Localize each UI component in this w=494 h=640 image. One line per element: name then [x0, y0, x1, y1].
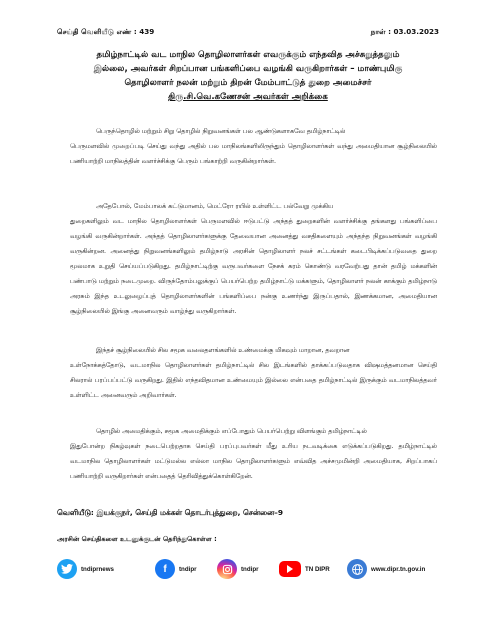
paragraph-3-first-line: இந்தச் சூழ்நிலையில் சில சமூக வலைதளங்களில் உண்மைக்கு மிகவும் மாறான, தவறான	[96, 346, 350, 354]
social-label-instagram: tndipr	[241, 565, 259, 573]
social-link-youtube[interactable]	[279, 557, 330, 581]
paragraph-2-body: துறைகளிலும் வட மாநில தொழிலாளர்கள் பெருமளவில் ஈடுபட்டு அந்தத் துறைகளின் வளர்ச்சிக்கு தங்களது பங்களிப்பை வழங்கி வருகின்றார்கள். அந்தத் தொழிலாளர்களுக்கு தேவையான அனைத்து வசதிகளையும் அந்தந்த நிறுவனங்கள் வழங்கி வருகின்றன. அனைத்து நிறுவனங்களிலும் தமிழ்நாடு அரசின் தொழிலாளர் நலச் சட்டங்கள் கடைபிடிக்கப்படுவதை துறை மூலமாக உறுதி செய்யப்படுகிறது. தமிழ்நாட்டிற்கு வருபவர்களை நேசக் கரம் கொண்டு வரவேற்பது தான் தமிழ் மக்களின் பண்பாடு மற்றும் நடைமுறை. விருந்தோம்பலுக்குப் பெயர்பெற்ற தமிழ்நாட்டு மக்களும், தொழிலாளர் நலன் காக்கும் தமிழ்நாடு அரசும் இந்த உடலுழைப்புத் தொழிலாளர்களின் பங்களிப்பை நன்கு உணர்ந்து இருப்பதால், இணக்கமான, அமைதியான சூழ்நிலையில் இங்கு அனைவரும் வாழ்ந்து வருகிறார்கள்.	[70, 217, 437, 315]
social-label-facebook: tndipr	[179, 565, 197, 573]
paragraph-4-body: இதுபோன்ற நிகழ்வுகள் நடைபெற்றதாக செய்தி பரப்புபவர்கள் மீது உரிய நடவடிக்கை எடுக்கப்படுகிறது. தமிழ்நாட்டில் வடமாநில தொழிலாளர்கள் மட்டுமல்ல எல்லா மாநில தொழிலாளர்களும் எவ்வித அச்சமுமின்றி அமைதியாக, சிறப்பாகப் பணியாற்றி வருகிறார்கள் என்பதைத் தெரிவித்துக்கொள்கிறேன்.	[70, 442, 437, 480]
globe-icon	[347, 559, 367, 579]
paragraph-4	[70, 424, 437, 484]
social-links	[57, 557, 439, 581]
paragraph-1-first-line: பெருந்தொழில் மற்றும் சிறு தொழில் நிறுவனங்கள் பல ஆண்டுகளாகவே தமிழ்நாட்டில்	[96, 127, 346, 135]
instagram-icon	[217, 559, 237, 579]
follow-caption: அரசின் செய்திகளை உடனுக்குடன் தெரிந்துகொள்ள :	[57, 535, 217, 543]
paragraph-3-body: உள்நோக்கத்தோடு, வடமாநில தொழிலாளர்கள் தமிழ்நாட்டில் சில இடங்களில் தாக்கப்படுவதாக விஷமத்தனமான செய்தி சிலரால் பரப்பப்பட்டு வருகிறது. இதில் எந்தவிதமான உண்மையும் இல்லை என்பதை தமிழ்நாட்டில் இருக்கும் வடமாநிலத்தவர் உள்ளிட்ட அனைவரும் அறிவார்கள்.	[70, 361, 437, 399]
release-header	[57, 27, 439, 41]
headline-line-1: தமிழ்நாட்டில் வட மாநில தொழிலாளர்கள் எவருக்கும் எந்தவித அச்சுறுத்தலும்	[96, 50, 400, 60]
headline-line-4: திரு.சி.வெ.கணேசன் அவர்கள் அறிக்கை	[168, 92, 328, 102]
headline-line-2: இல்லை, அவர்கள் சிறப்பான பங்களிப்பை வழங்கி வருகிறார்கள் – மாண்புமிகு	[93, 64, 403, 74]
paragraph-2	[70, 199, 437, 319]
paragraph-4-first-line: தொழில் அமைதிக்கும், சமூக அமைதிக்கும் எப்போதும் பெயர்பெற்று விளங்கும் தமிழ்நாட்டில்	[96, 427, 367, 435]
social-link-twitter[interactable]	[57, 557, 114, 581]
social-label-website: www.dipr.tn.gov.in	[371, 565, 426, 573]
social-link-website[interactable]	[347, 557, 425, 581]
release-date: நாள் : 03.03.2023	[370, 27, 439, 36]
social-label-twitter: tndiprnews	[81, 565, 115, 573]
twitter-icon	[57, 559, 77, 579]
paragraph-1	[70, 124, 437, 169]
social-link-facebook[interactable]	[155, 557, 197, 581]
release-number: செய்தி வெளியீடு எண் : 439	[57, 27, 155, 36]
headline-line-3: தொழிலாளர் நலன் மற்றும் திறன் மேம்பாட்டுத் துறை அமைச்சர்	[124, 78, 372, 88]
paragraph-1-body: பெருமளவில் முறைப்படி செய்து வந்து அதில் பல மாநிலங்களிலிருந்தும் தொழிலாளர்கள் வந்து அமைதியான சூழ்நிலையில் பணியாற்றி மாநிலத்தின் வளர்ச்சிக்கு பெரும் பங்காற்றி வருகின்றார்கள்.	[70, 142, 437, 165]
release-issuer: வெளியீடு: இயக்குநர், செய்தி மக்கள் தொடர்புத்துறை, சென்னை–9	[57, 508, 283, 517]
social-link-instagram[interactable]	[217, 557, 259, 581]
paragraph-2-first-line: அதேபோல், மேம்பாலக் கட்டுமானம், மெட்ரோ ரயில் உள்ளிட்ட பல்வேறு முக்கிய	[96, 202, 334, 210]
youtube-icon	[279, 561, 301, 577]
social-label-youtube: TN DIPR	[305, 565, 330, 573]
headline	[57, 48, 439, 104]
paragraph-3	[70, 343, 437, 403]
facebook-icon: f	[155, 559, 175, 579]
